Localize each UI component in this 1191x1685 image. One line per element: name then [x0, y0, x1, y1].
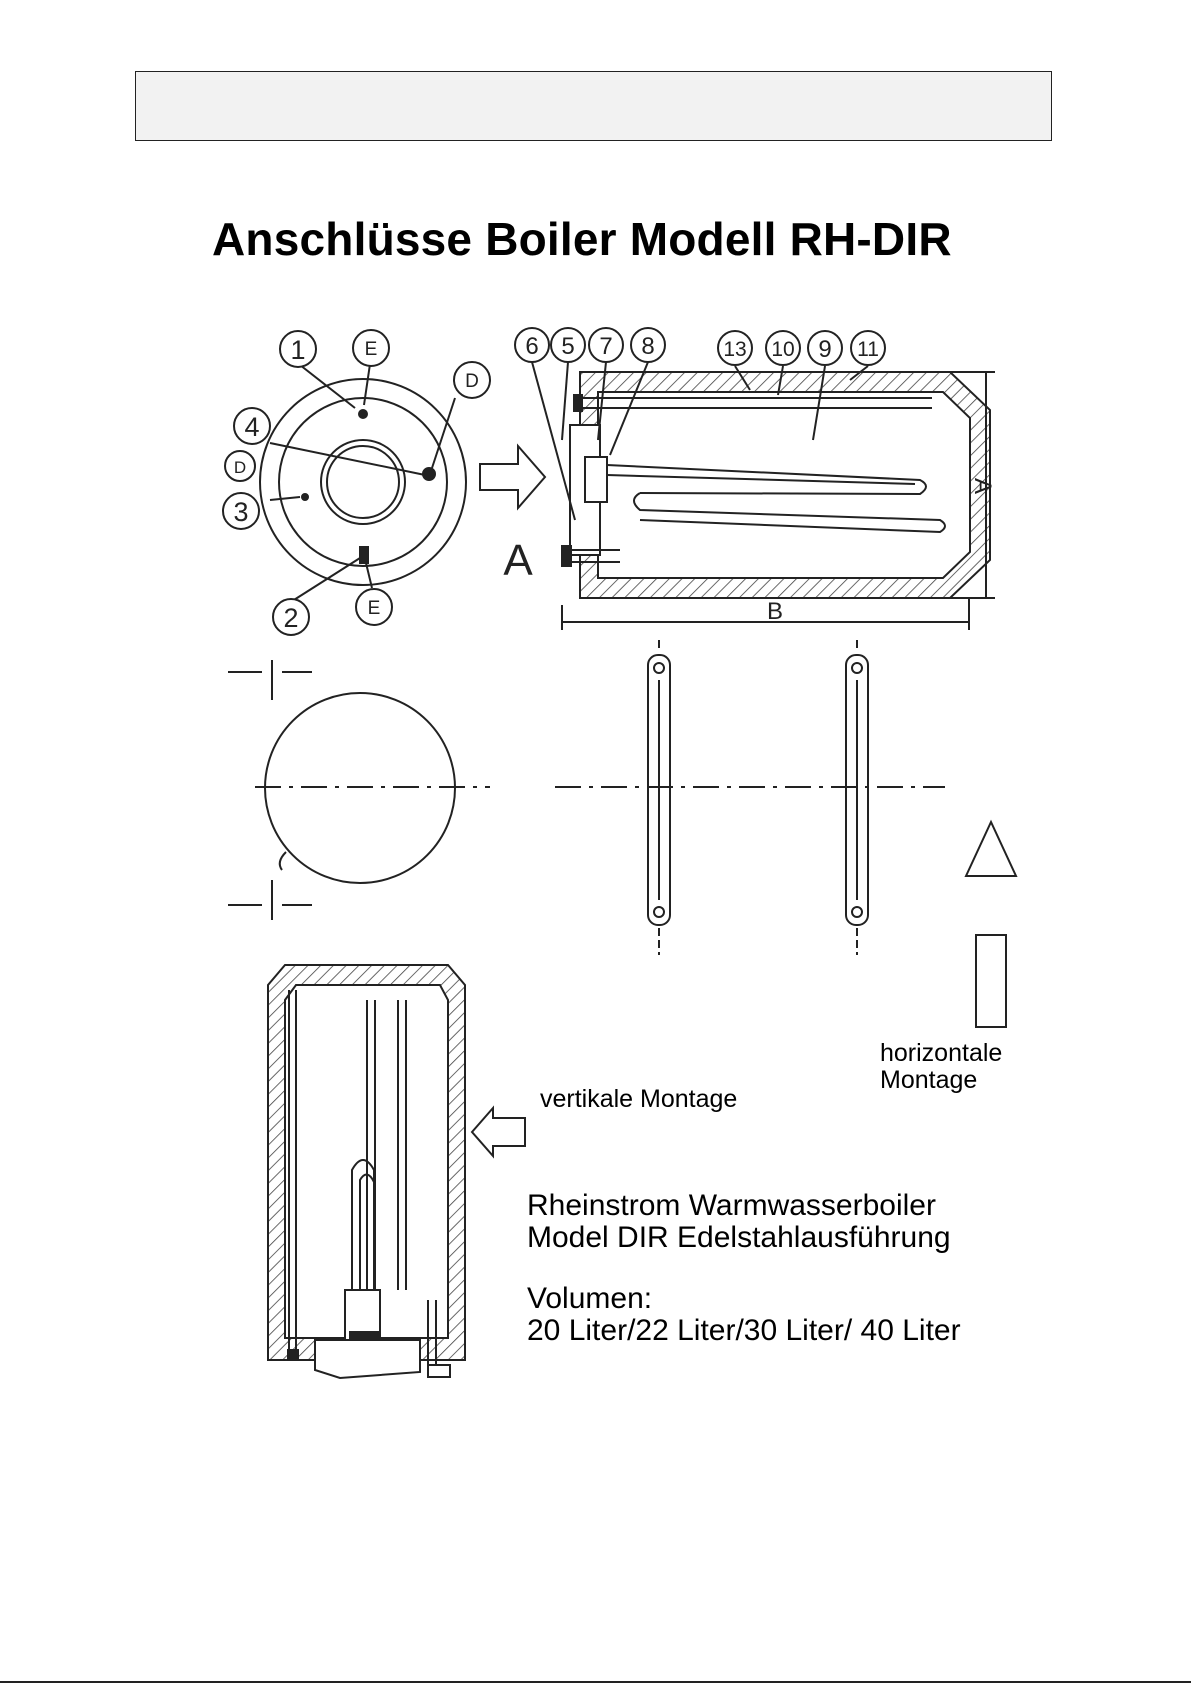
callout-3: 3 — [233, 497, 249, 527]
callout-4: 4 — [244, 412, 260, 442]
volume-label: Volumen: — [527, 1281, 653, 1315]
product-name: Rheinstrom Warmwasserboiler — [527, 1189, 936, 1222]
callout-e-bottom: E — [367, 598, 381, 619]
callout-10: 10 — [771, 338, 795, 361]
callout-6: 6 — [525, 333, 539, 360]
vertical-section — [268, 965, 465, 1378]
callout-2: 2 — [283, 603, 299, 633]
left-arrow — [472, 1108, 525, 1156]
vertical-mount-label: vertikale Montage — [540, 1085, 738, 1113]
callout-5: 5 — [561, 333, 575, 360]
callout-d-left: D — [233, 458, 247, 477]
callout-8: 8 — [641, 333, 655, 360]
page-title: Anschlüsse Boiler Modell RH-DIR — [212, 213, 952, 265]
callout-9: 9 — [818, 336, 832, 363]
dimension-a-label: A — [969, 477, 996, 495]
up-arrow — [966, 822, 1016, 1027]
product-info — [527, 1190, 961, 1348]
side-section — [532, 362, 995, 630]
callout-d-right: D — [465, 371, 479, 392]
volume-values: 20 Liter/22 Liter/30 Liter/ 40 Liter — [527, 1314, 961, 1348]
front-callouts — [223, 330, 490, 635]
callout-1: 1 — [290, 335, 306, 365]
horizontal-mount-label: horizontale Montage — [880, 1039, 1003, 1094]
model-name: Model DIR Edelstahlausführung — [527, 1221, 951, 1255]
dimension-b-label: B — [766, 598, 784, 625]
view-arrow — [480, 446, 545, 508]
callout-e-top: E — [364, 339, 378, 360]
view-letter-a: A — [503, 536, 533, 585]
callout-13: 13 — [723, 338, 747, 361]
callout-11: 11 — [857, 338, 879, 361]
callout-7: 7 — [599, 333, 613, 360]
footer-divider — [0, 1681, 1191, 1683]
mounting-view — [228, 640, 945, 955]
front-view — [260, 364, 466, 605]
